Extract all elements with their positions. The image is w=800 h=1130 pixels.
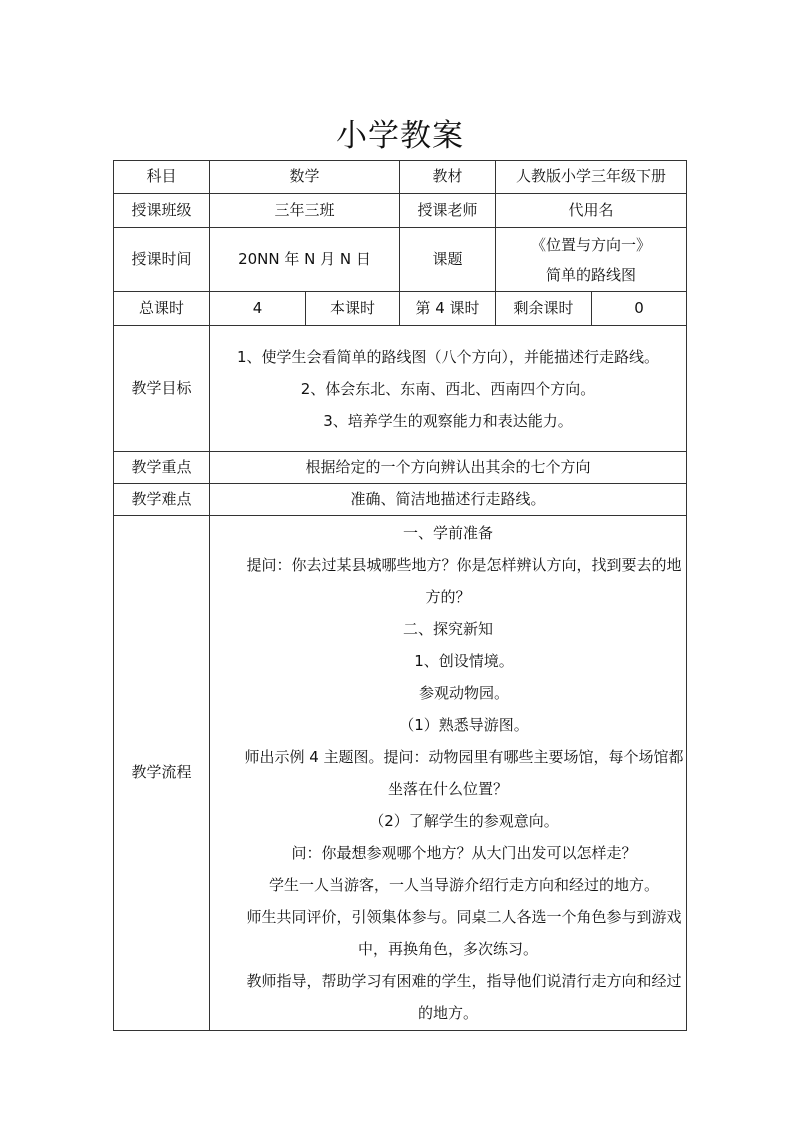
process-paragraph: 师出示例 4 主题图。提问：动物园里有哪些主要场馆，每个场馆都坐落在什么位置？: [244, 748, 684, 798]
subject-value: 数学: [210, 161, 400, 194]
objectives-content: [210, 326, 687, 452]
remaining-hours-value: 0: [592, 292, 687, 326]
process-content: [210, 516, 687, 1031]
class-label: 授课班级: [114, 194, 210, 228]
objective-item: 2、体会东北、东南、西北、西南四个方向。: [300, 379, 596, 398]
difficulty-label: 教学难点: [114, 484, 210, 516]
difficulty-text: 准确、简洁地描述行走路线。: [210, 484, 687, 516]
process-paragraph: 参观动物园。: [419, 684, 510, 702]
process-heading: 一、学前准备: [403, 524, 494, 542]
lesson-plan-table: [113, 160, 687, 1031]
topic-label: 课题: [400, 228, 496, 292]
teacher-label: 授课老师: [400, 194, 496, 228]
row-objectives: [114, 326, 687, 452]
page-title: 小学教案: [336, 118, 464, 154]
row-hours: [114, 292, 687, 326]
objective-item: 3、培养学生的观察能力和表达能力。: [323, 411, 573, 430]
process-paragraph: 教师指导，帮助学习有困难的学生，指导他们说清行走方向和经过的地方。: [246, 972, 682, 1022]
time-value: 20NN 年 N 月 N 日: [210, 228, 400, 292]
remaining-hours-label: 剩余课时: [496, 292, 592, 326]
time-label: 授课时间: [114, 228, 210, 292]
process-paragraph: （2）了解学生的参观意向。: [369, 812, 559, 830]
textbook-value: 人教版小学三年级下册: [496, 161, 687, 194]
process-paragraph: 学生一人当游客，一人当导游介绍行走方向和经过的地方。: [269, 876, 660, 894]
row-subject: [114, 161, 687, 194]
total-hours-label: 总课时: [114, 292, 210, 326]
class-value: 三年三班: [210, 194, 400, 228]
row-class: [114, 194, 687, 228]
current-hour-value: 第 4 课时: [400, 292, 496, 326]
subject-label: 科目: [114, 161, 210, 194]
row-difficulty: [114, 484, 687, 516]
total-hours-value: 4: [210, 292, 306, 326]
objective-item: 1、使学生会看简单的路线图（八个方向），并能描述行走路线。: [236, 347, 660, 366]
row-key-point: [114, 452, 687, 484]
process-paragraph: 提问：你去过某县城哪些地方？你是怎样辨认方向，找到要去的地方的？: [246, 556, 682, 606]
process-paragraph: （1）熟悉导游图。: [399, 716, 529, 734]
row-process: [114, 516, 687, 1031]
process-paragraph: 问：你最想参观哪个地方？从大门出发可以怎样走？: [291, 844, 637, 862]
textbook-label: 教材: [400, 161, 496, 194]
teacher-value: 代用名: [496, 194, 687, 228]
row-time: [114, 228, 687, 292]
key-point-label: 教学重点: [114, 452, 210, 484]
process-paragraph: 1、创设情境。: [414, 652, 514, 670]
topic-line-2: 简单的路线图: [546, 265, 637, 284]
current-hour-label: 本课时: [306, 292, 400, 326]
process-label: 教学流程: [114, 516, 210, 1031]
topic-value: [496, 228, 687, 292]
key-point-text: 根据给定的一个方向辨认出其余的七个方向: [210, 452, 687, 484]
process-heading: 二、探究新知: [403, 620, 494, 638]
process-paragraph: 师生共同评价，引领集体参与。同桌二人各选一个角色参与到游戏中，再换角色，多次练习。: [246, 908, 682, 958]
topic-line-1: 《位置与方向一》: [531, 235, 652, 254]
objectives-label: 教学目标: [114, 326, 210, 452]
